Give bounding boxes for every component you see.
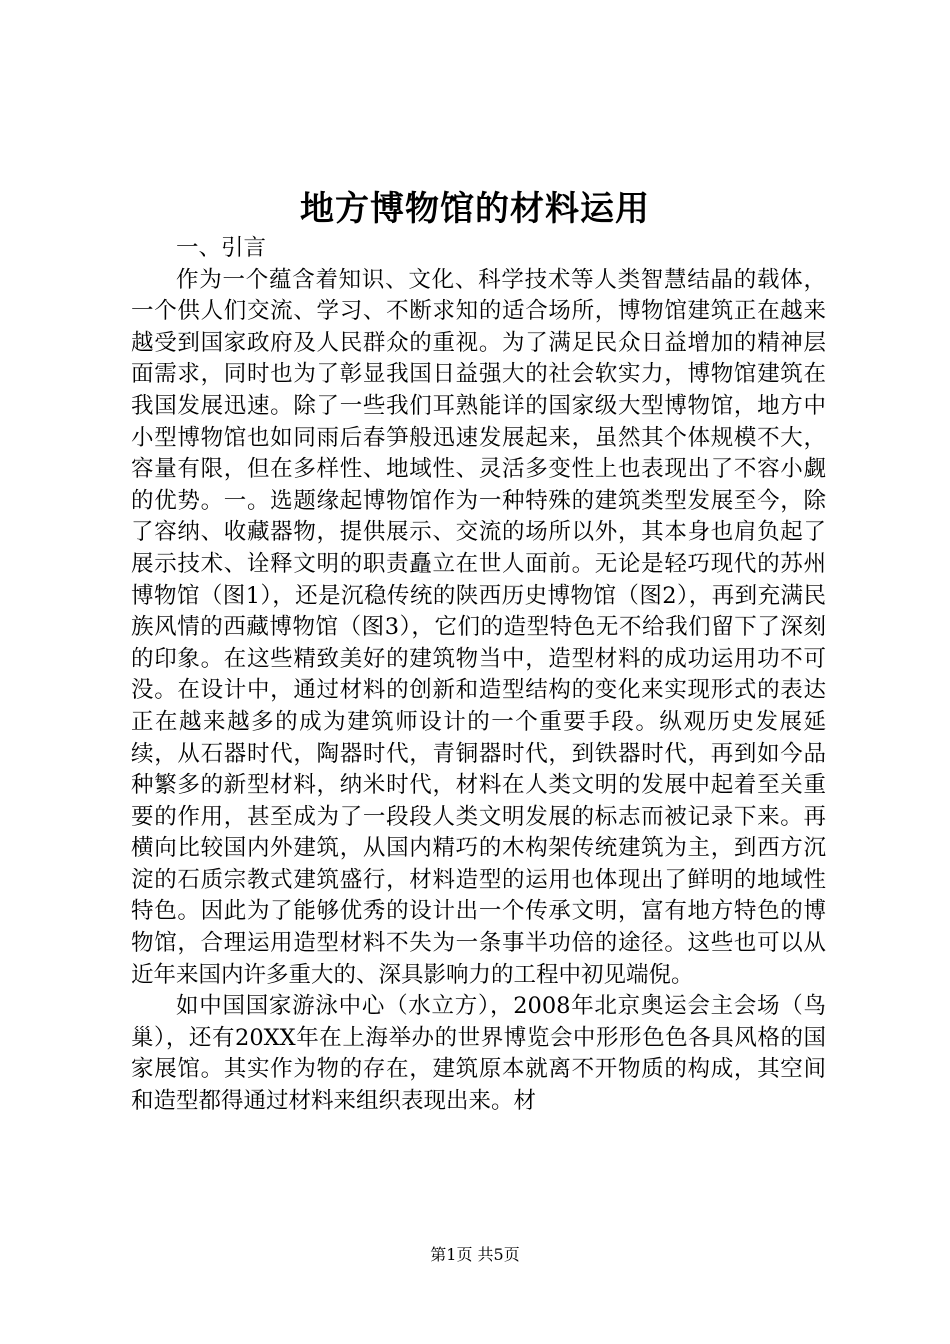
section-heading: 一、引言 (176, 235, 267, 261)
body-paragraph: 作为一个蕴含着知识、文化、科学技术等人类智慧结晶的载体，一个供人们交流、学习、不断求知的适合场所，博物馆建筑正在越来越受到国家政府及人民群众的重视。为了满足民众日益增加的精神层面需求，同时也为了彰显我国日益强大的社会软实力，博物馆建筑在我国发展迅速。除了一些我们耳熟能详的国家级大型博物馆，地方中小型博物馆也如同雨后春笋般迅速发展起来，虽然其个体规模不大，容量有限，但在多样性、地域性、灵活多变性上也表现出了不容小觑的优势。一。选题缘起博物馆作为一种特殊的建筑类型发展至今，除了容纳、收藏器物，提供展示、交流的场所以外，其本身也肩负起了展示技术、诠释文明的职责矗立在世人面前。无论是轻巧现代的苏州博物馆（图1），还是沉稳传统的陕西历史博物馆（图2），再到充满民族风情的西藏博物馆（图3），它们的造型特色无不给我们留下了深刻的印象。在这些精致美好的建筑物当中，造型材料的成功运用功不可没。在设计中，通过材料的创新和造型结构的变化来实现形式的表达正在越来越多的成为建筑师设计的一个重要手段。纵观历史发展延续，从石器时代，陶器时代，青铜器时代，到铁器时代，再到如今品种繁多的新型材料，纳米时代，材料在人类文明的发展中起着至关重要的作用，甚至成为了一段段人类文明发展的标志而被记录下来。再横向比较国内外建筑，从国内精巧的木构架传统建筑为主，到西方沉淀的石质宗教式建筑盛行，材料造型的运用也体现出了鲜明的地域性特色。因此为了能够优秀的设计出一个传承文明，富有地方特色的博物馆，合理运用造型材料不失为一条事半功倍的途径。这些也可以从近年来国内许多重大的、深具影响力的工程中初见端倪。 (131, 266, 826, 988)
document-title: 地方博物馆的材料运用 (300, 189, 650, 229)
document-body (131, 233, 826, 1118)
page-footer: 第1页 共5页 (430, 1245, 520, 1264)
body-paragraph: 如中国国家游泳中心（水立方），2008年北京奥运会主会场（鸟巢），还有20XX年在上海举办的世界博览会中形形色色各具风格的国家展馆。其实作为物的存在，建筑原本就离不开物质的构成，其空间和造型都得通过材料来组织表现出来。材 (131, 993, 826, 1115)
